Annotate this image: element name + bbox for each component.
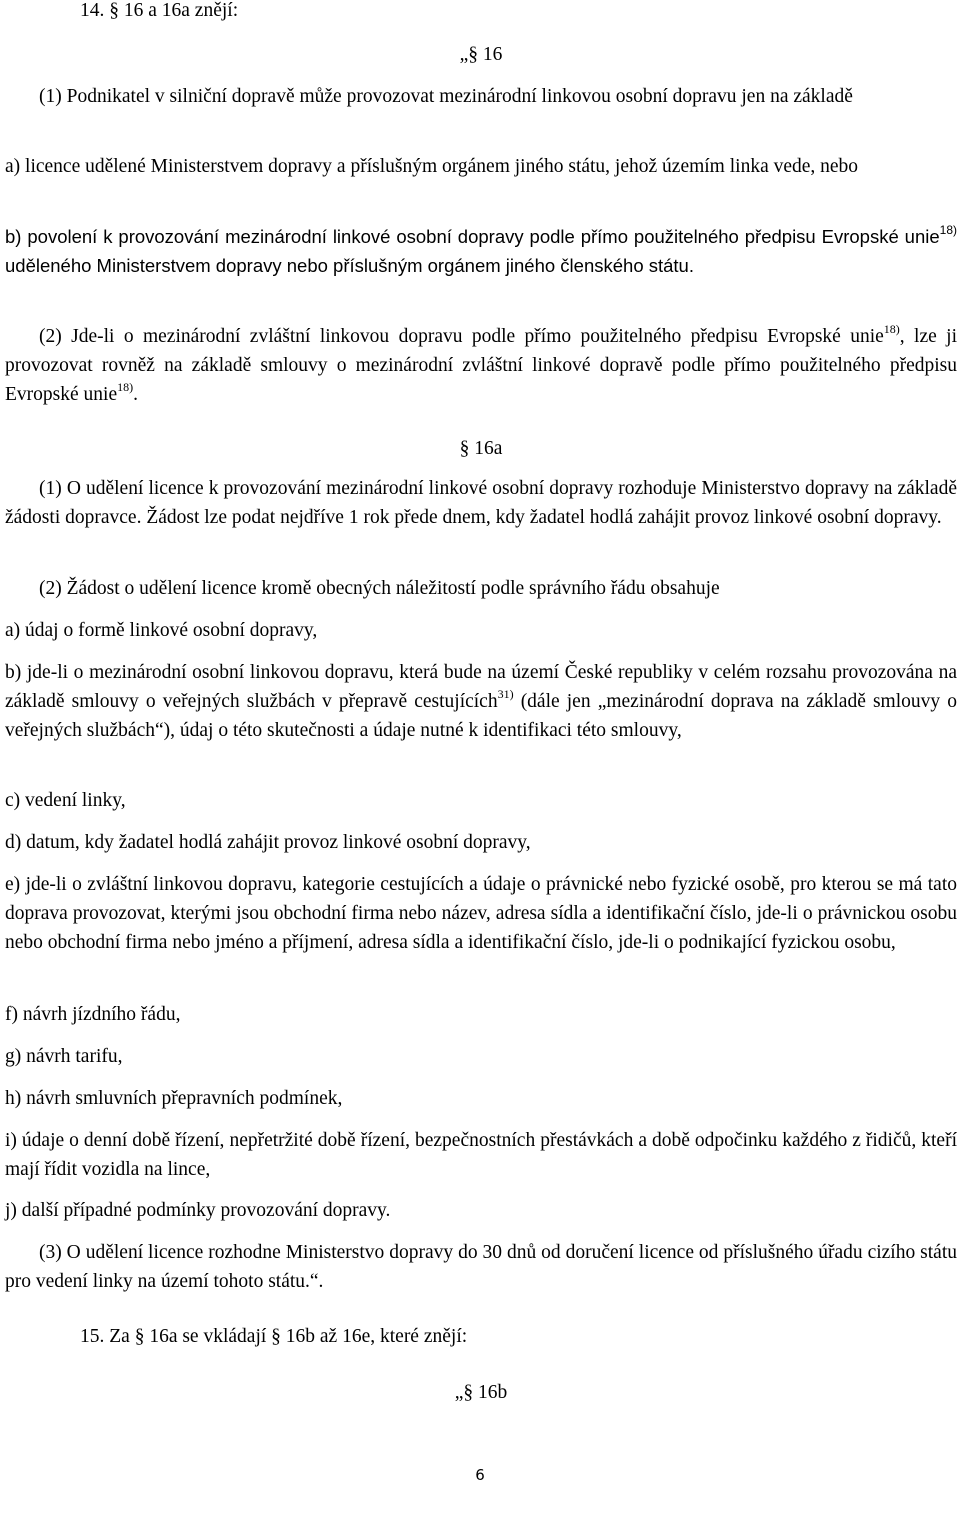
s16-p2-text-2: , lze ji provozovat rovněž na základě smlouvy o mezinárodní zvláštní linkové dopravě podle přímo použitelného předpisu Evropské unie — [5, 326, 957, 405]
s16a-item-b — [5, 658, 957, 745]
item-14-heading: 14. § 16 a 16a znějí: — [80, 0, 239, 21]
item-15-heading: 15. Za § 16a se vkládají § 16b až 16e, které znějí: — [80, 1326, 468, 1347]
s16-p2-text-3: . — [133, 384, 138, 405]
s16a-item-c: c) vedení linky, — [5, 790, 126, 811]
s16-b-text-2: uděleného Ministerstvem dopravy nebo příslušným orgánem jiného členského státu. — [5, 255, 694, 276]
s16a-item-j: j) další případné podmínky provozování dopravy. — [5, 1200, 391, 1221]
s16a-item-g: g) návrh tarifu, — [5, 1046, 123, 1067]
page-number: 6 — [475, 1466, 485, 1484]
s16a-b-text-1: b) jde-li o mezinárodní osobní linkovou dopravu, která bude na území České republiky v celém rozsahu provozována na základě smlouvy o veřejných službách v přepravě cestujících — [5, 662, 957, 712]
s16a-item-e: e) jde-li o zvláštní linkovou dopravu, kategorie cestujících a údaje o právnické nebo fyzické osobě, pro kterou se má tato doprava provozovat, kterými jsou obchodní firma nebo název, adresa sídla a identifikační číslo, jde-li o právnickou osobu nebo obchodní firma nebo jméno a příjmení, adresa sídla a identifikační číslo, jde-li o podnikající fyzickou osobu, — [5, 874, 957, 953]
s16a-b-text-2: (dále jen „mezinárodní doprava na základě smlouvy o veřejných službách“), údaj o této skutečnosti a údaje nutné k identifikaci této smlouvy, — [5, 691, 957, 741]
s16-b-text-1: b) povolení k provozování mezinárodní linkové osobní dopravy podle přímo použitelného předpisu Evropské unie — [5, 226, 940, 247]
s16a-paragraph-2: (2) Žádost o udělení licence kromě obecných náležitostí podle správního řádu obsahuje — [39, 578, 720, 599]
section-16b-title: „§ 16b — [454, 1382, 508, 1403]
s16a-paragraph-1: (1) O udělení licence k provozování mezinárodní linkové osobní dopravy rozhoduje Ministerstvo dopravy na základě žádosti dopravce. Žádost lze podat nejdříve 1 rok přede dnem, kdy žadatel hodlá zahájit provoz linkové osobní dopravy. — [5, 478, 957, 528]
s16-paragraph-1-item-b — [5, 222, 957, 280]
footnote-ref-18: 18) — [117, 379, 134, 394]
section-16a-title: § 16a — [459, 438, 503, 459]
s16-paragraph-1-intro: (1) Podnikatel v silniční dopravě může provozovat mezinárodní linkovou osobní dopravu jen na základě — [39, 86, 853, 107]
footnote-ref-18: 18) — [883, 321, 900, 336]
s16a-item-d: d) datum, kdy žadatel hodlá zahájit provoz linkové osobní dopravy, — [5, 832, 531, 853]
s16-p2-text-1: (2) Jde-li o mezinárodní zvláštní linkovou dopravu podle přímo použitelného předpisu Evropské unie — [39, 326, 884, 347]
s16a-item-f: f) návrh jízdního řádu, — [5, 1004, 181, 1025]
footnote-ref-31: 31) — [497, 686, 514, 701]
section-16-title: „§ 16 — [459, 44, 503, 65]
footnote-ref-18: 18) — [939, 222, 957, 237]
s16a-item-a: a) údaj o formě linkové osobní dopravy, — [5, 620, 318, 641]
s16a-item-i: i) údaje o denní době řízení, nepřetržité době řízení, bezpečnostních přestávkách a době odpočinku každého z řidičů, kteří mají řídit vozidla na lince, — [5, 1130, 957, 1180]
s16-paragraph-1-item-a: a) licence udělené Ministerstvem dopravy a příslušným orgánem jiného státu, jehož územím linka vede, nebo — [5, 156, 859, 177]
s16a-item-h: h) návrh smluvních přepravních podmínek, — [5, 1088, 343, 1109]
s16-paragraph-2 — [5, 322, 957, 409]
s16a-paragraph-3: (3) O udělení licence rozhodne Ministerstvo dopravy do 30 dnů od doručení licence od příslušného úřadu cizího státu pro vedení linky na území tohoto státu.“. — [5, 1242, 957, 1292]
